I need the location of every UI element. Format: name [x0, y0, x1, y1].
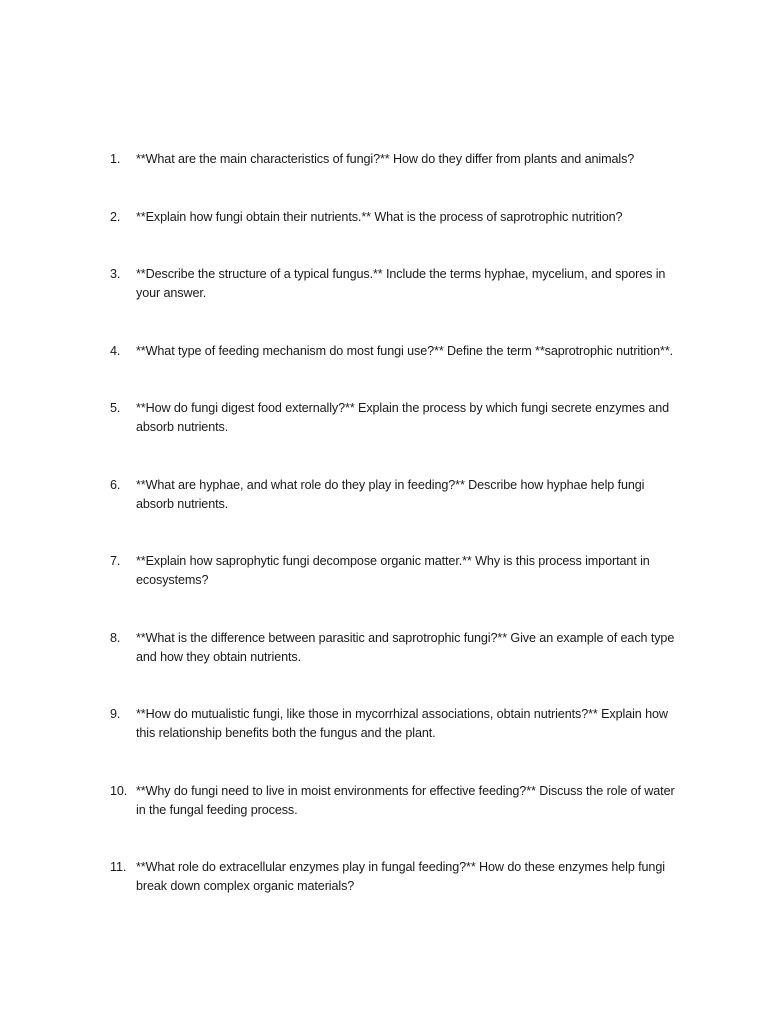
question-item — [110, 399, 680, 437]
question-number: 8. — [110, 630, 121, 645]
question-text: **Explain how saprophytic fungi decompose organic matter.** Why is this process important in ecosystems? — [136, 554, 650, 587]
question-item — [110, 858, 680, 896]
question-item — [110, 208, 680, 227]
question-text: **What type of feeding mechanism do most fungi use?** Define the term **saprotrophic nutrition**. — [136, 343, 674, 358]
question-number: 11. — [110, 860, 127, 874]
question-text: **What role do extracellular enzymes play in fungal feeding?** How do these enzymes help fungi break down complex organic materials? — [136, 860, 665, 893]
question-text: **How do fungi digest food externally?** Explain the process by which fungi secrete enzymes and absorb nutrients. — [136, 401, 670, 434]
question-text: **What is the difference between parasitic and saprotrophic fungi?** Give an example of each type and how they obtain nutrients. — [136, 630, 675, 664]
question-item — [110, 265, 680, 303]
question-number: 9. — [110, 707, 121, 721]
question-number: 6. — [110, 477, 121, 492]
question-item — [110, 150, 680, 169]
question-text: **What are hyphae, and what role do they play in feeding?** Describe how hyphae help fungi absorb nutrients. — [136, 477, 645, 511]
question-item — [110, 705, 680, 743]
question-text: **What are the main characteristics of fungi?** How do they differ from plants and animals? — [136, 152, 635, 166]
question-item — [110, 629, 680, 667]
question-list — [110, 150, 680, 935]
question-text: **Why do fungi need to live in moist environments for effective feeding?** Discuss the role of water in the fungal feeding process. — [136, 783, 675, 817]
question-text: **How do mutualistic fungi, like those in mycorrhizal associations, obtain nutrients?** Explain how this relationship benefits both the fungus and the plant. — [136, 707, 668, 740]
question-number: 4. — [110, 343, 121, 358]
question-number: 7. — [110, 554, 121, 568]
question-item — [110, 782, 680, 820]
question-number: 5. — [110, 401, 121, 415]
question-number: 3. — [110, 267, 121, 281]
question-number: 2. — [110, 209, 121, 224]
question-number: 1. — [110, 152, 121, 166]
question-number: 10. — [110, 783, 128, 798]
question-text: **Explain how fungi obtain their nutrients.** What is the process of saprotrophic nutrition? — [136, 209, 623, 224]
question-text: **Describe the structure of a typical fungus.** Include the terms hyphae, mycelium, and spores in your answer. — [136, 267, 666, 300]
question-item — [110, 476, 680, 514]
question-item — [110, 552, 680, 590]
question-item — [110, 342, 680, 361]
